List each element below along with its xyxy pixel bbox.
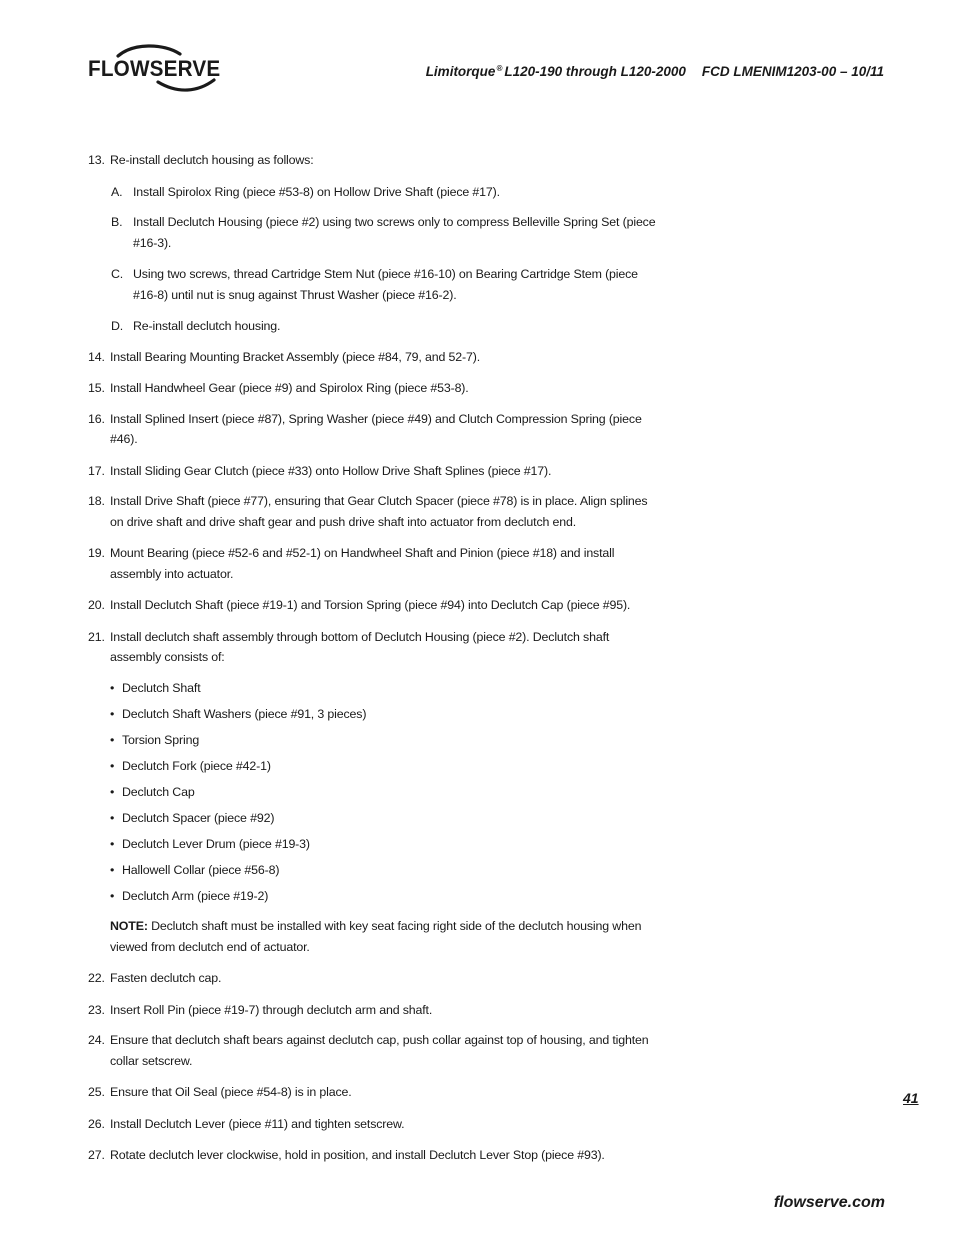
step-number: 17. xyxy=(88,463,105,478)
document-code: FCD LMENIM1203-00 – 10/11 xyxy=(701,64,884,79)
substep-13a xyxy=(88,182,658,203)
step-number: 20. xyxy=(88,598,105,612)
page-number: 41 xyxy=(903,1090,919,1106)
list-item-text: Declutch Arm (piece #19-2) xyxy=(122,888,269,903)
list-item-text: Torsion Spring xyxy=(122,732,200,747)
substep-text: Re-install declutch housing. xyxy=(133,319,281,333)
step-text: Insert Roll Pin (piece #19-7) through declutch arm and shaft. xyxy=(110,1002,433,1017)
list-item xyxy=(88,860,658,881)
substep-13c xyxy=(88,264,658,305)
step-text: Ensure that declutch shaft bears against declutch cap, push collar against top of housing, and tighten collar setscrew. xyxy=(110,1033,649,1068)
step-16 xyxy=(88,409,658,450)
step-25 xyxy=(88,1082,658,1103)
step-text: Install declutch shaft assembly through bottom of Declutch Housing (piece #2). Declutch shaft assembly consists of: xyxy=(110,629,610,664)
step-number: 16. xyxy=(88,411,105,426)
list-item-text: Declutch Lever Drum (piece #19-3) xyxy=(122,836,310,851)
substep-13b xyxy=(88,212,658,253)
step-number: 13. xyxy=(88,153,105,167)
logo-wordmark: FLOWSERVE xyxy=(88,56,221,81)
bullet-glyph: • xyxy=(110,836,115,851)
substep-letter: D. xyxy=(111,319,124,333)
step-27 xyxy=(88,1145,658,1166)
step-number: 24. xyxy=(88,1033,105,1047)
list-item xyxy=(88,678,658,699)
note-label: NOTE: xyxy=(110,919,148,933)
step-number: 14. xyxy=(88,349,105,364)
list-item xyxy=(88,886,658,907)
note-text: Declutch shaft must be installed with key seat facing right side of the declutch housing when viewed from declutch end of actuator. xyxy=(110,919,642,954)
step-number: 15. xyxy=(88,381,105,395)
step-15 xyxy=(88,378,658,399)
product-name: Limitorque xyxy=(425,64,496,79)
substep-letter: B. xyxy=(111,215,123,229)
bullet-glyph: • xyxy=(110,680,115,695)
bullet-glyph: • xyxy=(110,758,115,773)
step-text: Install Splined Insert (piece #87), Spring Washer (piece #49) and Clutch Compression Spring (piece #46). xyxy=(110,411,642,446)
list-item xyxy=(88,756,658,777)
model-range: L120-190 through L120-2000 xyxy=(504,64,686,79)
step-number: 22. xyxy=(88,971,105,985)
step-23 xyxy=(88,1000,658,1021)
step-14 xyxy=(88,347,658,368)
list-item xyxy=(88,704,658,725)
step-text: Mount Bearing (piece #52-6 and #52-1) on Handwheel Shaft and Pinion (piece #18) and install assembly into actuator. xyxy=(110,546,615,581)
step-26 xyxy=(88,1114,658,1135)
bullet-glyph: • xyxy=(110,888,115,903)
step-22 xyxy=(88,968,658,989)
bullet-glyph: • xyxy=(110,706,115,721)
substep-13d xyxy=(88,316,658,337)
substep-text: Using two screws, thread Cartridge Stem Nut (piece #16-10) on Bearing Cartridge Stem (piece #16-8) until nut is snug against Thrust Washer (piece #16-2). xyxy=(133,267,638,302)
list-item-text: Declutch Fork (piece #42-1) xyxy=(122,758,271,773)
step-text: Rotate declutch lever clockwise, hold in position, and install Declutch Lever Stop (piece #93). xyxy=(110,1148,605,1162)
flowserve-logo xyxy=(88,42,223,94)
list-item-text: Hallowell Collar (piece #56-8) xyxy=(122,862,280,877)
step-21 xyxy=(88,627,658,668)
step-text: Install Drive Shaft (piece #77), ensuring that Gear Clutch Spacer (piece #78) is in place. Align splines on drive shaft and drive shaft gear and push drive shaft into actuator from declutch end. xyxy=(110,494,648,529)
step-13 xyxy=(88,150,658,171)
list-item-text: Declutch Shaft Washers (piece #91, 3 pieces) xyxy=(122,706,367,721)
footer-website: flowserve.com xyxy=(773,1194,885,1211)
step-number: 26. xyxy=(88,1116,105,1131)
step-24 xyxy=(88,1030,658,1071)
instruction-list xyxy=(88,150,658,1166)
step-number: 19. xyxy=(88,546,105,560)
step-18 xyxy=(88,491,658,532)
substep-text: Install Declutch Housing (piece #2) using two screws only to compress Belleville Spring Set (piece #16-3). xyxy=(133,215,656,250)
step-number: 21. xyxy=(88,629,105,644)
list-item-text: Declutch Spacer (piece #92) xyxy=(122,810,275,825)
list-item xyxy=(88,782,658,803)
substep-text: Install Spirolox Ring (piece #53-8) on Hollow Drive Shaft (piece #17). xyxy=(133,184,500,199)
bullet-glyph: • xyxy=(110,862,115,877)
list-item xyxy=(88,808,658,829)
step-text: Install Sliding Gear Clutch (piece #33) onto Hollow Drive Shaft Splines (piece #17). xyxy=(110,463,552,478)
bullet-glyph: • xyxy=(110,784,115,799)
list-item xyxy=(88,834,658,855)
step-19 xyxy=(88,543,658,584)
step-20 xyxy=(88,595,658,616)
running-header xyxy=(426,64,884,79)
step-text: Re-install declutch housing as follows: xyxy=(110,153,314,167)
step-number: 25. xyxy=(88,1085,105,1099)
list-item xyxy=(88,730,658,751)
step-number: 23. xyxy=(88,1002,105,1017)
step-text: Ensure that Oil Seal (piece #54-8) is in place. xyxy=(110,1085,352,1099)
step-text: Install Declutch Shaft (piece #19-1) and Torsion Spring (piece #94) into Declutch Cap (piece #95). xyxy=(110,598,631,612)
step-17 xyxy=(88,461,658,482)
bullet-glyph: • xyxy=(110,732,115,747)
step-number: 27. xyxy=(88,1148,105,1162)
step-text: Install Declutch Lever (piece #11) and tighten setscrew. xyxy=(110,1116,405,1131)
step-text: Install Handwheel Gear (piece #9) and Spirolox Ring (piece #53-8). xyxy=(110,381,469,395)
substep-letter: A. xyxy=(111,184,123,199)
step-number: 18. xyxy=(88,494,105,508)
substep-letter: C. xyxy=(111,267,124,281)
bullet-glyph: • xyxy=(110,810,115,825)
registered-mark: ® xyxy=(496,64,503,73)
note-paragraph xyxy=(88,916,658,957)
step-text: Install Bearing Mounting Bracket Assembly (piece #84, 79, and 52-7). xyxy=(110,349,480,364)
list-item-text: Declutch Cap xyxy=(122,784,195,799)
step-text: Fasten declutch cap. xyxy=(110,971,222,985)
list-item-text: Declutch Shaft xyxy=(122,680,201,695)
